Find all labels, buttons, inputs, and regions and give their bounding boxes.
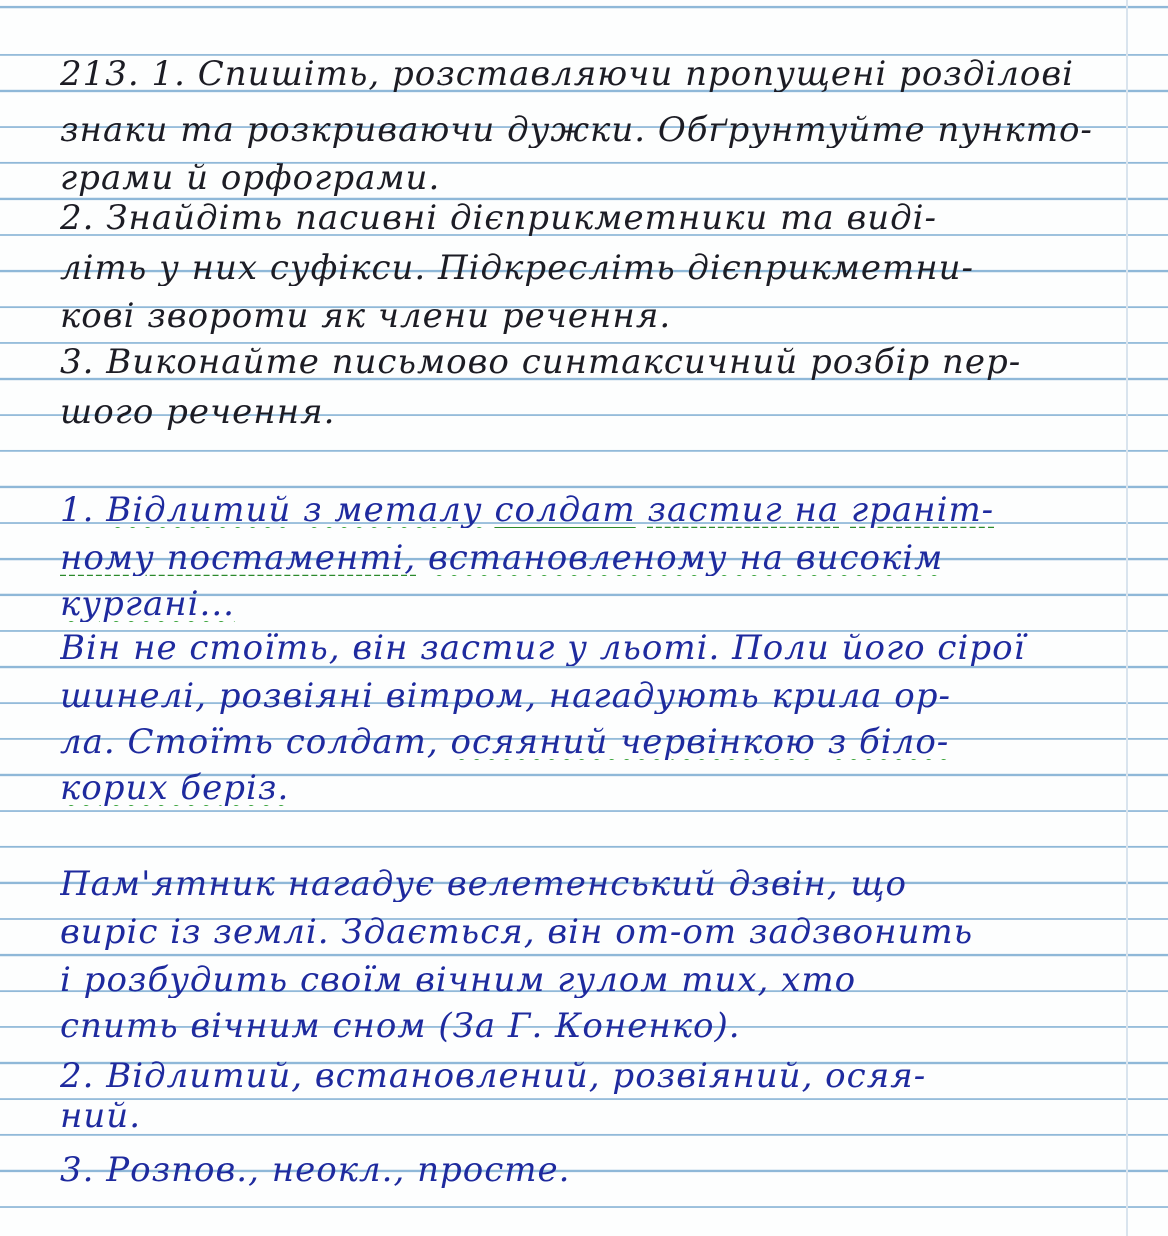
answer3-line: 3. Розпов., неокл., просте. (60, 1152, 571, 1188)
answer1-line-2 (60, 540, 1128, 576)
task-line-7: 3. Виконайте письмово синтаксичний розбір пер- (60, 344, 1022, 380)
answer1-line-3 (60, 586, 1128, 622)
task-line-6: кові звороти як члени речення. (60, 298, 672, 334)
participle-word: Відлитий (106, 492, 292, 528)
adverbial-part: граніт- (850, 492, 995, 528)
answer1-line-5: шинелі, розвіяні вітром, нагадують крила ор- (60, 678, 952, 714)
participle-phrase-part: з металу (303, 492, 483, 528)
answer-text-line-1: Пам'ятник нагадує велетенський дзвін, що (60, 866, 908, 902)
participle-phrase: осяяний червінкою (450, 724, 816, 760)
participle-phrase-end: корих беріз. (60, 770, 290, 806)
task-line-5: літь у них суфікси. Підкресліть дієприкметни- (60, 250, 975, 286)
answer1-line-6 (60, 724, 1128, 760)
predicate-phrase: застиг на (647, 492, 840, 528)
answer2-line-1: 2. Відлитий, встановлений, розвіяний, осяя- (60, 1058, 927, 1094)
task-line-4: 2. Знайдіть пасивні дієприкметники та виді- (60, 200, 938, 236)
answer1-line-7 (60, 770, 1128, 806)
answer1-line-1 (60, 492, 1128, 528)
subject-word: солдат (494, 492, 636, 528)
answer1-number: 1. (60, 492, 95, 528)
answer-text-line-2: виріс із землі. Здається, він от-от задзвонить (60, 914, 974, 950)
participle-phrase-end: кургані... (60, 586, 235, 622)
answer1-line-4: Він не стоїть, він застиг у льоті. Поли його сірої (60, 630, 1026, 666)
adverbial-part: ному постаменті, (60, 540, 417, 576)
task-line-8: шого речення. (60, 394, 336, 430)
answer-text-line-3: і розбудить своїм вічним гулом тих, хто (60, 962, 857, 998)
answer2-line-2: ний. (60, 1098, 141, 1134)
participle-phrase-part: з біло- (827, 724, 950, 760)
task-line-1: 213. 1. Спишіть, розставляючи пропущені розділові (60, 56, 1075, 92)
participle-phrase: встановленому на високім (427, 540, 944, 576)
task-line-3: грами й орфограми. (60, 160, 441, 196)
answer1-line-6-start: ла. Стоїть солдат, (60, 724, 439, 760)
answer-text-line-4: спить вічним сном (За Г. Коненко). (60, 1008, 741, 1044)
task-line-2: знаки та розкриваючи дужки. Обґрунтуйте пункто- (60, 112, 1093, 148)
